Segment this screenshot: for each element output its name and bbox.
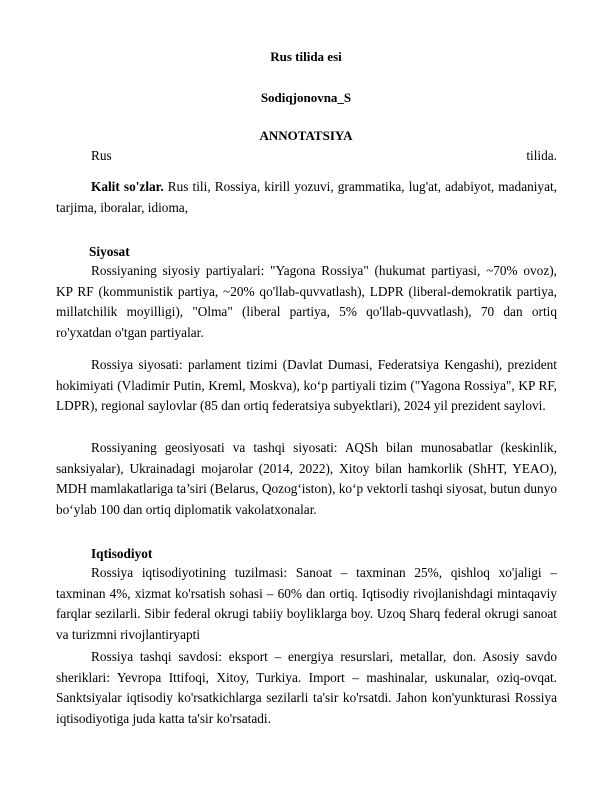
author-name: Sodiqjonovna_S: [260, 90, 352, 105]
section-heading-economy: Iqtisodiyot: [91, 546, 153, 561]
economy-paragraph-1: Rossiya iqtisodiyotining tuzilmasi: Sanoat – taxminan 25%, qishloq xo'jaligi – taxminan 4%, xizmat ko'rsatish sohasi – 60% dan ortiq. Iqtisodiy rivojlanishdagi mintaqaviy farqlar sezilarli. Sibir federal okrugi tabiiy boyliklarga boy. Uzoq Sharq federal okrugi sanoat va turizmni rivojlantiryapti: [56, 565, 557, 642]
annotation-right-word: tilida.: [526, 148, 557, 163]
economy-paragraph-2: Rossiya tashqi savdosi: eksport – energiya resurslari, metallar, don. Asosiy savdo sheriklari: Yevropa Ittifoqi, Xitoy, Turkiya. Import – mashinalar, uskunalar, oziq-ovqat. Sanktsiyalar iqtisodiy ko'rsatkichlarga sezilarli ta'sir ko'rsatdi. Jahon kon'yunkturasi Rossiya iqtisodiyotiga juda katta ta'sir ko'rsatadi.: [56, 649, 557, 726]
politics-paragraph-1: Rossiyaning siyosiy partiyalari: "Yagona Rossiya" (hukumat partiyasi, ~70% ovoz), KP RF (kommunistik partiya, ~20% qo'llab-quvvatlash), LDPR (liberal-demokratik partiya, millatchilik moyilligi), "Olma" (liberal partiya, 5% qo'llab-quvvatlash), 70 dan ortiq ro'yxatdan o'tgan partiyalar.: [56, 263, 557, 340]
document-title: Rus tilida esi: [270, 49, 342, 64]
section-heading-politics: Siyosat: [89, 244, 130, 259]
keywords-text: Rus tili, Rossiya, kirill yozuvi, grammatika, lug'at, adabiyot, madaniyat, tarjima, iboralar, idioma,: [56, 179, 558, 215]
keywords-label: Kalit so'zlar.: [91, 179, 164, 194]
keywords-paragraph: [56, 177, 557, 218]
politics-paragraph-2: Rossiya siyosati: parlament tizimi (Davlat Dumasi, Federatsiya Kengashi), prezident hokimiyati (Vladimir Putin, Kreml, Moskva), ko‘p partiyali tizim ("Yagona Rossiya", KP RF, LDPR), regional saylovlar (85 dan ortiq federatsiya subyektlari), 2024 yil prezident saylovi.: [56, 357, 557, 413]
politics-paragraph-3: Rossiyaning geosiyosati va tashqi siyosati: AQSh bilan munosabatlar (keskinlik, sanksiyalar), Ukrainadagi mojarolar (2014, 2022), Xitoy bilan hamkorlik (ShHT, YEAO), MDH mamlakatlariga ta’siri (Belarus, Qozog‘iston), ko‘p vektorli tashqi siyosat, butun dunyo bo‘ylab 100 dan ortiq diplomatik vakolatxonalar.: [56, 440, 557, 517]
annotation-left-word: Rus: [91, 148, 112, 163]
annotation-heading: ANNOTATSIYA: [259, 128, 353, 143]
